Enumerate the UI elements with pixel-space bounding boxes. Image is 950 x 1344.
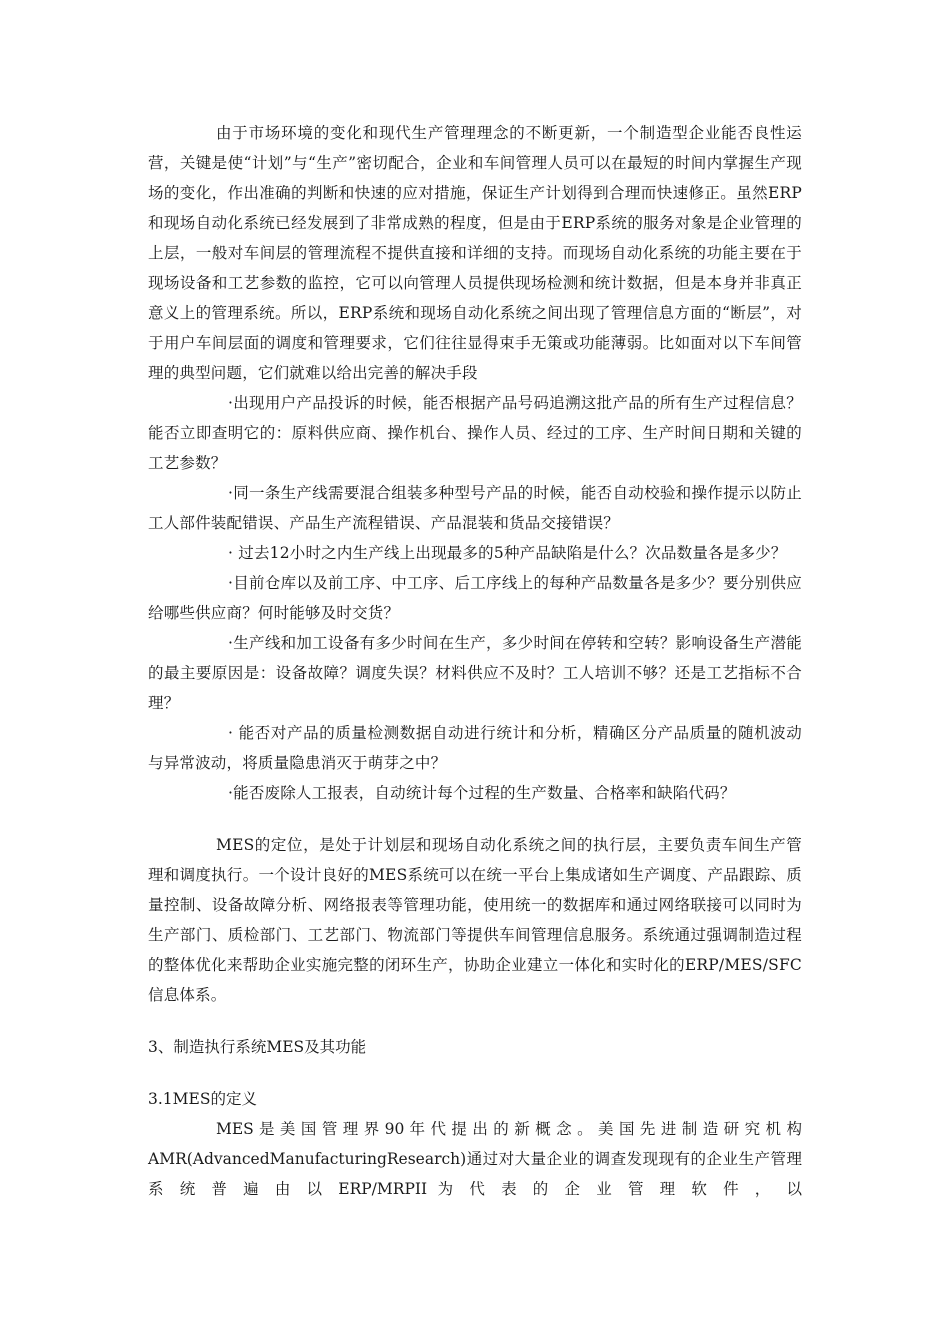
intro-paragraph: 由于市场环境的变化和现代生产管理理念的不断更新，一个制造型企业能否良性运营，关键是使“计划”与“生产”密切配合，企业和车间管理人员可以在最短的时间内掌握生产现场的变化，作出准确的判断和快速的应对措施，保证生产计划得到合理而快速修正。虽然ERP和现场自动化系统已经发展到了非常成熟的程度，但是由于ERP系统的服务对象是企业管理的上层，一般对车间层的管理流程不提供直接和详细的支持。而现场自动化系统的功能主要在于现场设备和工艺参数的监控，它可以向管理人员提供现场检测和统计数据，但是本身并非真正意义上的管理系统。所以，ERP系统和现场自动化系统之间出现了管理信息方面的“断层”，对于用户车间层面的调度和管理要求，它们往往显得束手无策或功能薄弱。比如面对以下车间管理的典型问题，它们就难以给出完善的解决手段 bbox=[148, 124, 802, 382]
document-page bbox=[148, 118, 802, 1204]
section-3-heading: 3、制造执行系统MES及其功能 bbox=[148, 1038, 367, 1056]
mes-definition-line-1: MES 是 美 国 管 理 界 90 年 代 提 出 的 新 概 念 。 美 国 先 进 制 造 研 究 机 构 bbox=[216, 1120, 802, 1138]
mes-definition-line-2: AMR(AdvancedManufacturingResearch)通过对大量企业的调查发现现有的企业生产管理 bbox=[148, 1150, 802, 1168]
spacer bbox=[148, 1062, 802, 1084]
mes-positioning-paragraph: MES的定位，是处于计划层和现场自动化系统之间的执行层，主要负责车间生产管理和调度执行。一个设计良好的MES系统可以在统一平台上集成诸如生产调度、产品跟踪、质量控制、设备故障分析、网络报表等管理功能，使用统一的数据库和通过网络联接可以同时为生产部门、质检部门、工艺部门、物流部门等提供车间管理信息服务。系统通过强调制造过程的整体优化来帮助企业实施完整的闭环生产，协助企业建立一体化和实时化的ERP/MES/SFC信息体系。 bbox=[148, 836, 802, 1004]
question-item-5: ·生产线和加工设备有多少时间在生产，多少时间在停转和空转？影响设备生产潜能的最主要原因是：设备故障？调度失误？材料供应不及时？工人培训不够？还是工艺指标不合理？ bbox=[148, 634, 802, 712]
mes-definition-line-3: 系 统 普 遍 由 以 ERP/MRPII 为 代 表 的 企 业 管 理 软 件 ， 以 bbox=[148, 1180, 802, 1198]
question-item-1: ·出现用户产品投诉的时候，能否根据产品号码追溯这批产品的所有生产过程信息？能否立即查明它的：原料供应商、操作机台、操作人员、经过的工序、生产时间日期和关键的工艺参数？ bbox=[148, 394, 802, 472]
question-item-4: ·目前仓库以及前工序、中工序、后工序线上的每种产品数量各是多少？要分别供应给哪些供应商？何时能够及时交货？ bbox=[148, 574, 802, 622]
question-item-2: ·同一条生产线需要混合组装多种型号产品的时候，能否自动校验和操作提示以防止工人部件装配错误、产品生产流程错误、产品混装和货品交接错误？ bbox=[148, 484, 802, 532]
spacer bbox=[148, 1010, 802, 1032]
section-3-1-heading: 3.1MES的定义 bbox=[148, 1090, 257, 1108]
question-item-6: · 能否对产品的质量检测数据自动进行统计和分析，精确区分产品质量的随机波动与异常波动，将质量隐患消灭于萌芽之中？ bbox=[148, 724, 802, 772]
spacer bbox=[148, 808, 802, 830]
question-item-3: · 过去12小时之内生产线上出现最多的5种产品缺陷是什么？次品数量各是多少？ bbox=[228, 544, 787, 562]
question-item-7: ·能否废除人工报表，自动统计每个过程的生产数量、合格率和缺陷代码？ bbox=[228, 784, 736, 802]
